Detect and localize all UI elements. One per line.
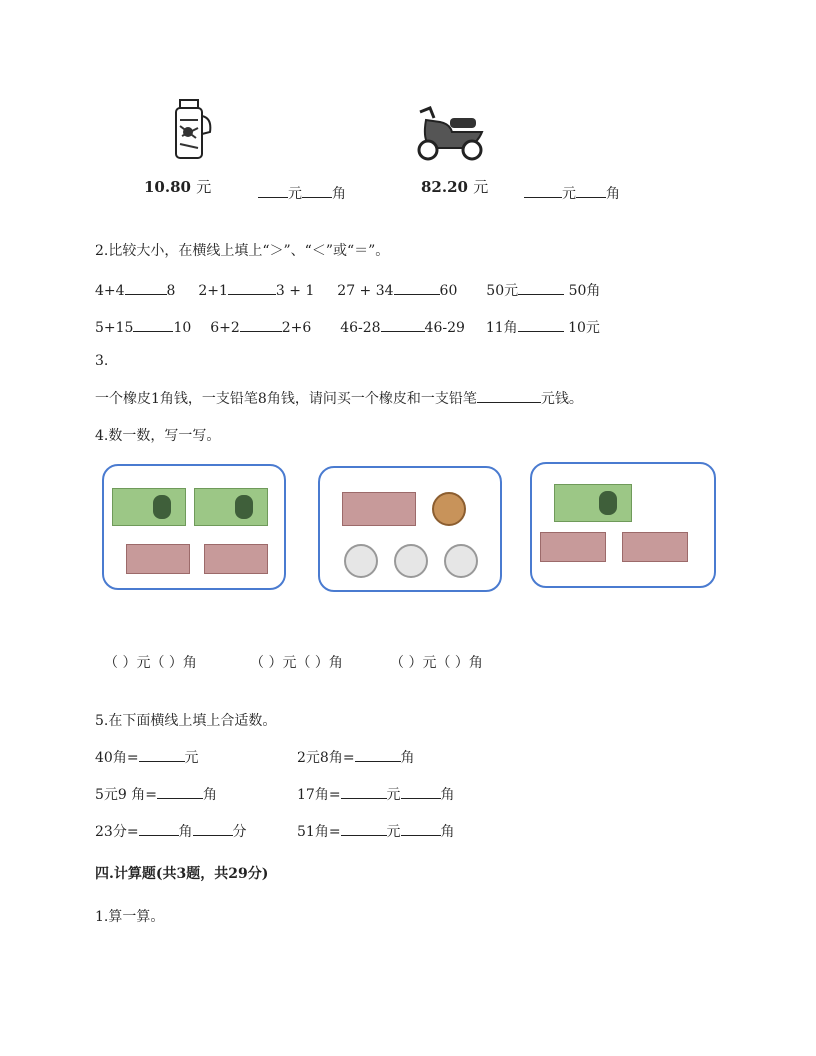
answer-blank-1: 元 角 xyxy=(258,183,346,203)
q3-number: 3. xyxy=(95,353,109,369)
one-jiao-note xyxy=(342,492,416,526)
one-jiao-note xyxy=(126,544,190,574)
q4-answer-3: （ ）元（ ）角 xyxy=(390,655,483,671)
section-4-heading: 四.计算题(共3题，共29分) xyxy=(95,866,269,882)
price-label-2: 82.20 元 xyxy=(421,178,489,196)
money-box-2 xyxy=(318,466,502,592)
q5-row-2-left: 5元9 角= 角 xyxy=(95,787,217,803)
price-label-1: 10.80 元 xyxy=(144,178,212,196)
scooter-image xyxy=(412,102,490,162)
silver-coin xyxy=(394,544,428,578)
one-jiao-note xyxy=(204,544,268,574)
q4-answer-2: （ ）元（ ）角 xyxy=(250,655,343,671)
q5-title: 5.在下面横线上填上合适数。 xyxy=(95,713,277,729)
thermos-image xyxy=(168,98,212,162)
scooter-icon xyxy=(412,102,490,162)
q5-row-1-left: 40角= 元 xyxy=(95,750,199,766)
money-box-3 xyxy=(530,462,716,588)
one-yuan-note xyxy=(194,488,268,526)
q4-answer-1: （ ）元（ ）角 xyxy=(104,655,197,671)
one-jiao-note xyxy=(622,532,688,562)
one-yuan-note xyxy=(554,484,632,522)
silver-coin xyxy=(444,544,478,578)
q5-row-3-right: 51角= 元 角 xyxy=(297,824,455,840)
q3-text: 一个橡皮1角钱，一支铅笔8角钱，请问买一个橡皮和一支铅笔 元钱。 xyxy=(95,391,583,407)
section-4-q1: 1.算一算。 xyxy=(95,909,165,925)
thermos-icon xyxy=(168,98,212,162)
silver-coin xyxy=(344,544,378,578)
one-yuan-note xyxy=(112,488,186,526)
q5-row-3-left: 23分= 角 分 xyxy=(95,824,247,840)
q2-row-1: 4+4 8 2+1 3 + 1 27 + 34 60 50元 50角 xyxy=(95,283,601,299)
copper-coin xyxy=(432,492,466,526)
q2-row-2: 5+15 10 6+2 2+6 46-28 46-29 11角 10元 xyxy=(95,320,600,336)
q2-title: 2.比较大小，在横线上填上“＞”、“＜”或“＝”。 xyxy=(95,243,390,259)
answer-blank-2: 元 角 xyxy=(524,183,620,203)
q5-row-1-right: 2元8角= 角 xyxy=(297,750,415,766)
q4-title: 4.数一数，写一写。 xyxy=(95,428,221,444)
money-box-1 xyxy=(102,464,286,590)
q5-row-2-right: 17角= 元 角 xyxy=(297,787,455,803)
one-jiao-note xyxy=(540,532,606,562)
